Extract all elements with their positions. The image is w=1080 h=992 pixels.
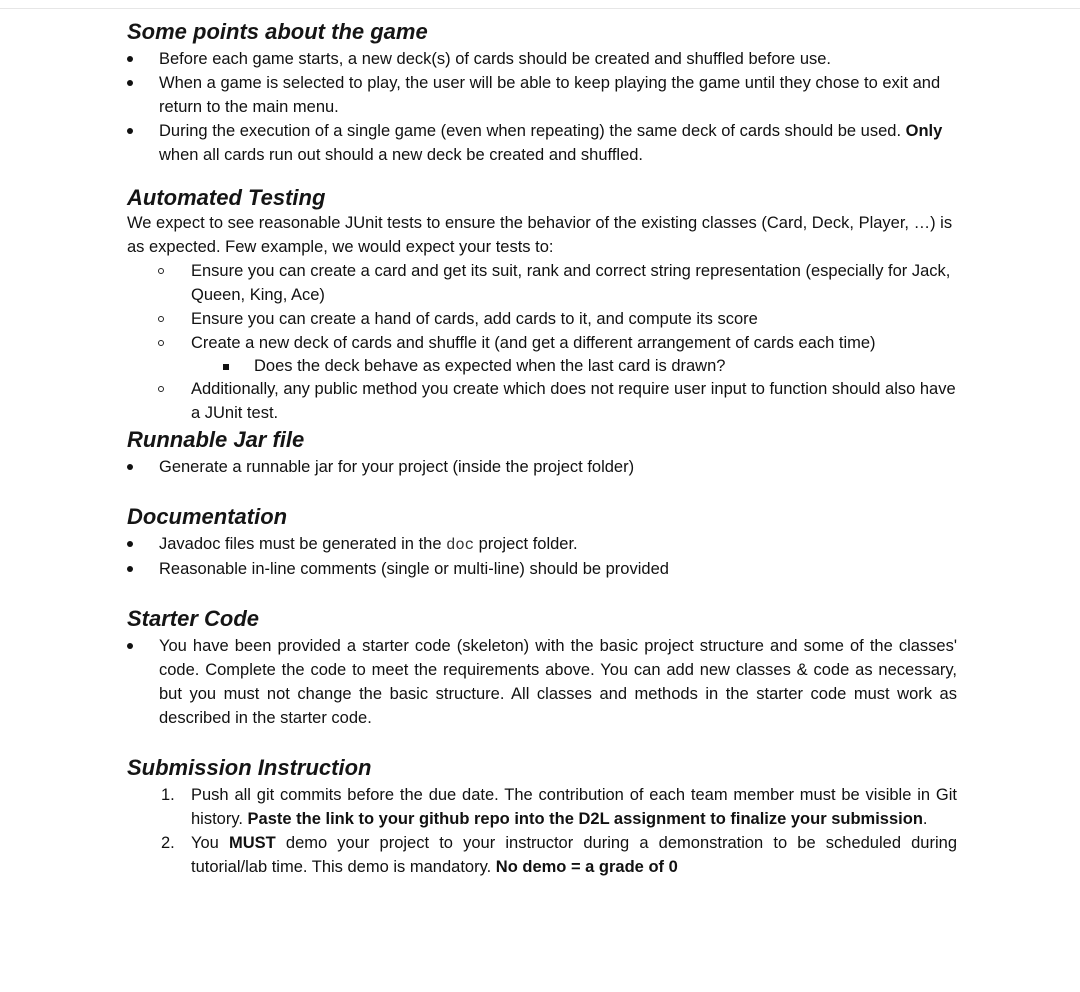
list-item: Additionally, any public method you create which does not require user input to function should also have a JUnit test.	[127, 377, 957, 425]
bullet-icon	[127, 128, 133, 134]
list-item: Ensure you can create a card and get its suit, rank and correct string representation (especially for Jack, Queen, King, Ace)	[127, 259, 957, 307]
bullet-icon	[127, 80, 133, 86]
submission-list	[127, 783, 957, 879]
list-item: Generate a runnable jar for your project (inside the project folder)	[127, 455, 957, 479]
heading-documentation: Documentation	[127, 504, 288, 529]
jar-list	[127, 455, 957, 479]
list-item: Does the deck behave as expected when the last card is drawn?	[127, 355, 957, 377]
heading-automated-testing: Automated Testing	[127, 185, 326, 210]
bullet-icon	[127, 541, 133, 547]
game-points-list	[127, 47, 957, 167]
document-page	[127, 19, 957, 879]
list-item: 2. You MUST demo your project to your instructor during a demonstration to be scheduled during tutorial/lab time. This demo is mandatory. No demo = a grade of 0	[161, 834, 957, 876]
list-item: Before each game starts, a new deck(s) of cards should be created and shuffled before use.	[127, 47, 957, 71]
heading-game-points: Some points about the game	[127, 19, 428, 44]
heading-starter-code: Starter Code	[127, 606, 260, 631]
square-bullet-icon	[223, 364, 229, 370]
list-item: Ensure you can create a hand of cards, add cards to it, and compute its score	[127, 307, 957, 331]
circle-bullet-icon	[158, 268, 164, 274]
page-top-divider	[0, 8, 1080, 9]
bullet-icon	[127, 56, 133, 62]
list-item: When a game is selected to play, the user will be able to keep playing the game until they chose to exit and return to the main menu.	[127, 71, 957, 119]
heading-runnable-jar: Runnable Jar file	[127, 427, 305, 452]
testing-intro: We expect to see reasonable JUnit tests to ensure the behavior of the existing classes (Card, Deck, Player, …) is as expected. Few example, we would expect your tests to:	[127, 214, 953, 256]
list-item: 1. Push all git commits before the due date. The contribution of each team member must be visible in Git history. Paste the link to your github repo into the D2L assignment to finalize your submission.	[161, 786, 957, 828]
bullet-icon	[127, 643, 133, 649]
list-item: Create a new deck of cards and shuffle it (and get a different arrangement of cards each time)	[127, 331, 957, 355]
list-item: Reasonable in-line comments (single or multi-line) should be provided	[127, 557, 957, 581]
bullet-icon	[127, 566, 133, 572]
list-item: During the execution of a single game (even when repeating) the same deck of cards should be used. Only when all cards run out should a new deck be created and shuffled.	[127, 119, 957, 167]
circle-bullet-icon	[158, 386, 164, 392]
bullet-icon	[127, 464, 133, 470]
list-item: You have been provided a starter code (skeleton) with the basic project structure and some of the classes' code. Complete the code to meet the requirements above. You can add new classes & code as necessary, but you must not change the basic structure. All classes and methods in the starter code must work as described in the starter code.	[127, 634, 957, 730]
doc-folder-code: doc	[446, 536, 474, 554]
testing-list	[127, 259, 957, 425]
starter-list	[127, 634, 957, 730]
list-item: Javadoc files must be generated in the doc project folder.	[127, 532, 957, 557]
circle-bullet-icon	[158, 340, 164, 346]
documentation-list	[127, 532, 957, 581]
circle-bullet-icon	[158, 316, 164, 322]
heading-submission: Submission Instruction	[127, 755, 372, 780]
